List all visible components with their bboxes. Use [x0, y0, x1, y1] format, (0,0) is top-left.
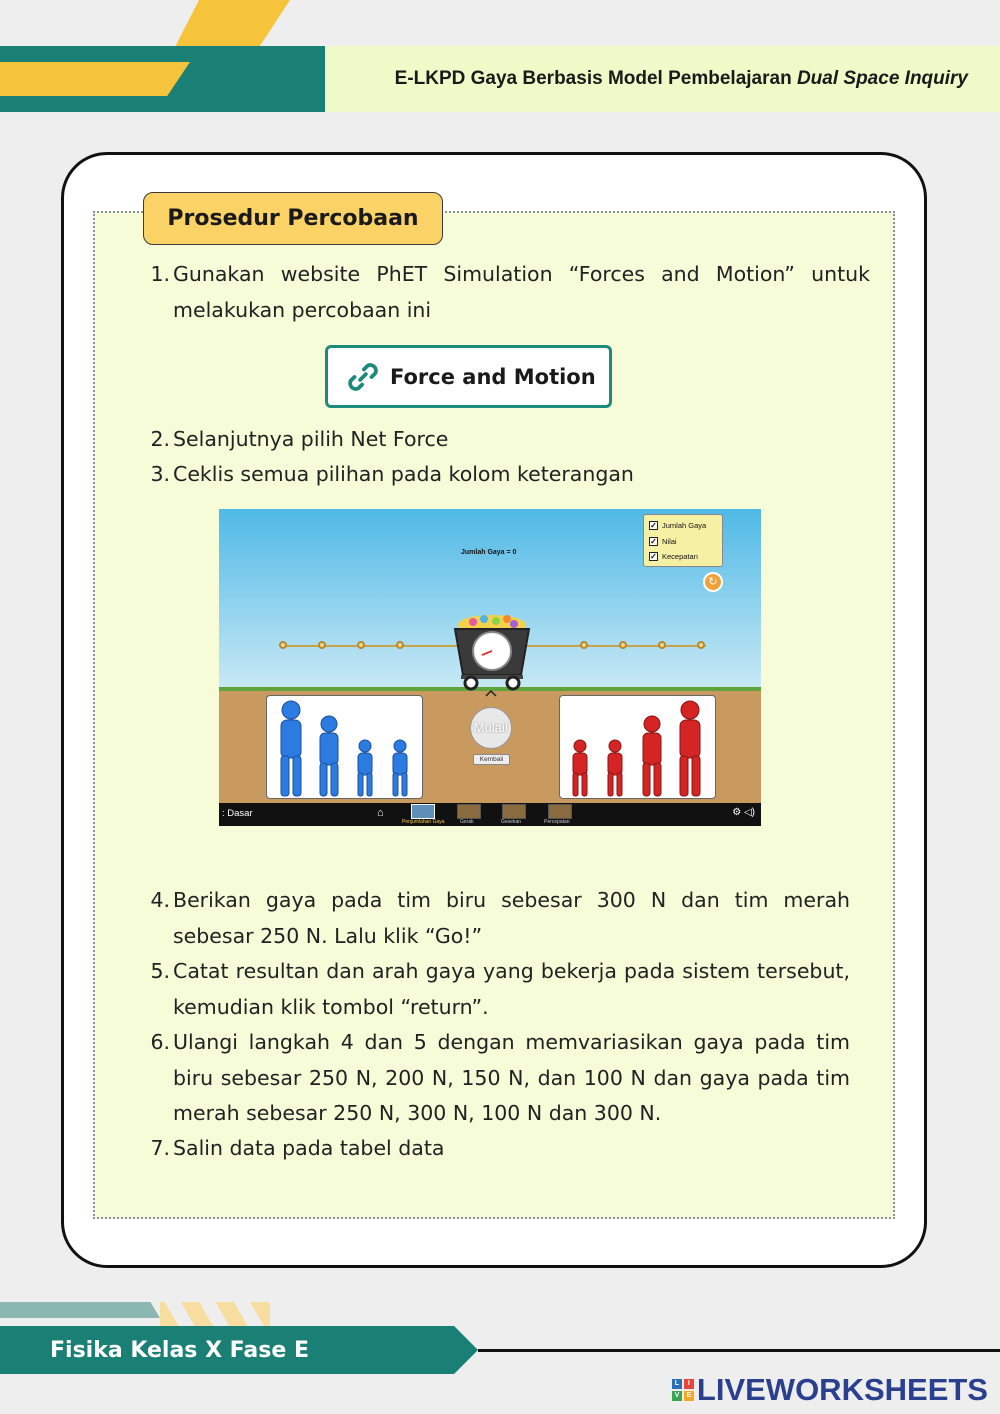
header-yellow-stripe — [0, 62, 190, 96]
rope-knot — [396, 641, 404, 649]
link-button-label: Force and Motion — [390, 364, 596, 389]
sim-tab-icon — [411, 804, 435, 819]
footer-stripe — [0, 1302, 160, 1318]
sim-mode-label: : Dasar — [222, 808, 253, 819]
rope-knot — [318, 641, 326, 649]
step-2: 2. Selanjutnya pilih Net Force — [150, 427, 449, 451]
sim-checkbox: ✓ Kecepatan — [650, 552, 698, 562]
sim-tab-label: Gerak — [460, 819, 474, 825]
footer-hatch — [160, 1302, 270, 1326]
page-title: E-LKPD Gaya Berbasis Model Pembelajaran Dual Space Inquiry — [394, 68, 968, 89]
sim-back-button: Kembali — [473, 754, 510, 765]
step-1: 1. Gunakan website PhET Simulation “Forces and Motion” untuk melakukan percobaan ini — [150, 262, 870, 322]
section-label: Prosedur Percobaan — [143, 192, 443, 245]
sim-tab-icon — [548, 804, 572, 819]
sim-sum-label: Jumlah Gaya = 0 — [461, 549, 517, 556]
checkbox-icon: ✓ — [650, 536, 657, 546]
link-icon — [344, 358, 382, 396]
sim-tab-icon — [457, 804, 481, 819]
phet-simulation-screenshot — [219, 509, 761, 826]
step-4: 4. Berikan gaya pada tim biru sebesar 300 N dan tim merah sebesar 250 N. Lalu klik “Go!” — [150, 888, 850, 948]
liveworksheets-logo: L I V E LIVEWORKSHEETS — [672, 1372, 988, 1408]
footer-label: Fisika Kelas X Fase E — [50, 1338, 309, 1363]
rope-knot — [619, 641, 627, 649]
sim-tab-label: Gesekan — [501, 819, 522, 825]
chevron-up-icon — [485, 689, 497, 697]
reset-icon: ↻ — [703, 572, 723, 592]
blue-team-figures — [267, 696, 424, 800]
rope-knot — [697, 641, 705, 649]
rope-knot — [658, 641, 666, 649]
force-and-motion-link-button[interactable] — [325, 345, 612, 408]
sim-checkbox: ✓ Jumlah Gaya — [650, 521, 707, 531]
checkbox-icon: ✓ — [650, 521, 657, 531]
rope-knot — [279, 641, 287, 649]
red-team-panel — [559, 695, 716, 799]
footer-line — [478, 1349, 1000, 1352]
sim-tab-label: Percepatan — [544, 819, 570, 825]
red-team-figures — [560, 696, 717, 800]
step-6: 6. Ulangi langkah 4 dan 5 dengan memvariasikan gaya pada tim biru sebesar 250 N, 200 N, 150 N, dan 100 N dan gaya pada tim merah sebesar 250 N, 300 N, 100 N dan 300 N. — [150, 1030, 850, 1125]
settings-icon: ⚙ ◁) — [732, 807, 755, 818]
checkbox-icon: ✓ — [650, 552, 657, 562]
blue-team-panel — [266, 695, 423, 799]
rope-knot — [357, 641, 365, 649]
step-7: 7. Salin data pada tabel data — [150, 1136, 445, 1160]
cart-icon — [451, 611, 533, 691]
sim-tab-label: Penjumlahan Gaya — [402, 819, 445, 825]
rope-knot — [580, 641, 588, 649]
sim-checkbox: ✓ Nilai — [650, 536, 677, 546]
step-5: 5. Catat resultan dan arah gaya yang bekerja pada sistem tersebut, kemudian klik tombol “return”. — [150, 959, 850, 1019]
sim-options-box — [643, 514, 723, 567]
sim-tab-icon — [502, 804, 526, 819]
logo-grid-icon: L I V E — [672, 1379, 694, 1401]
sim-nav-bar — [219, 803, 761, 826]
sim-go-button: Mulai! — [470, 707, 512, 749]
step-3: 3. Ceklis semua pilihan pada kolom keterangan — [150, 462, 634, 486]
home-icon: ⌂ — [377, 807, 384, 819]
